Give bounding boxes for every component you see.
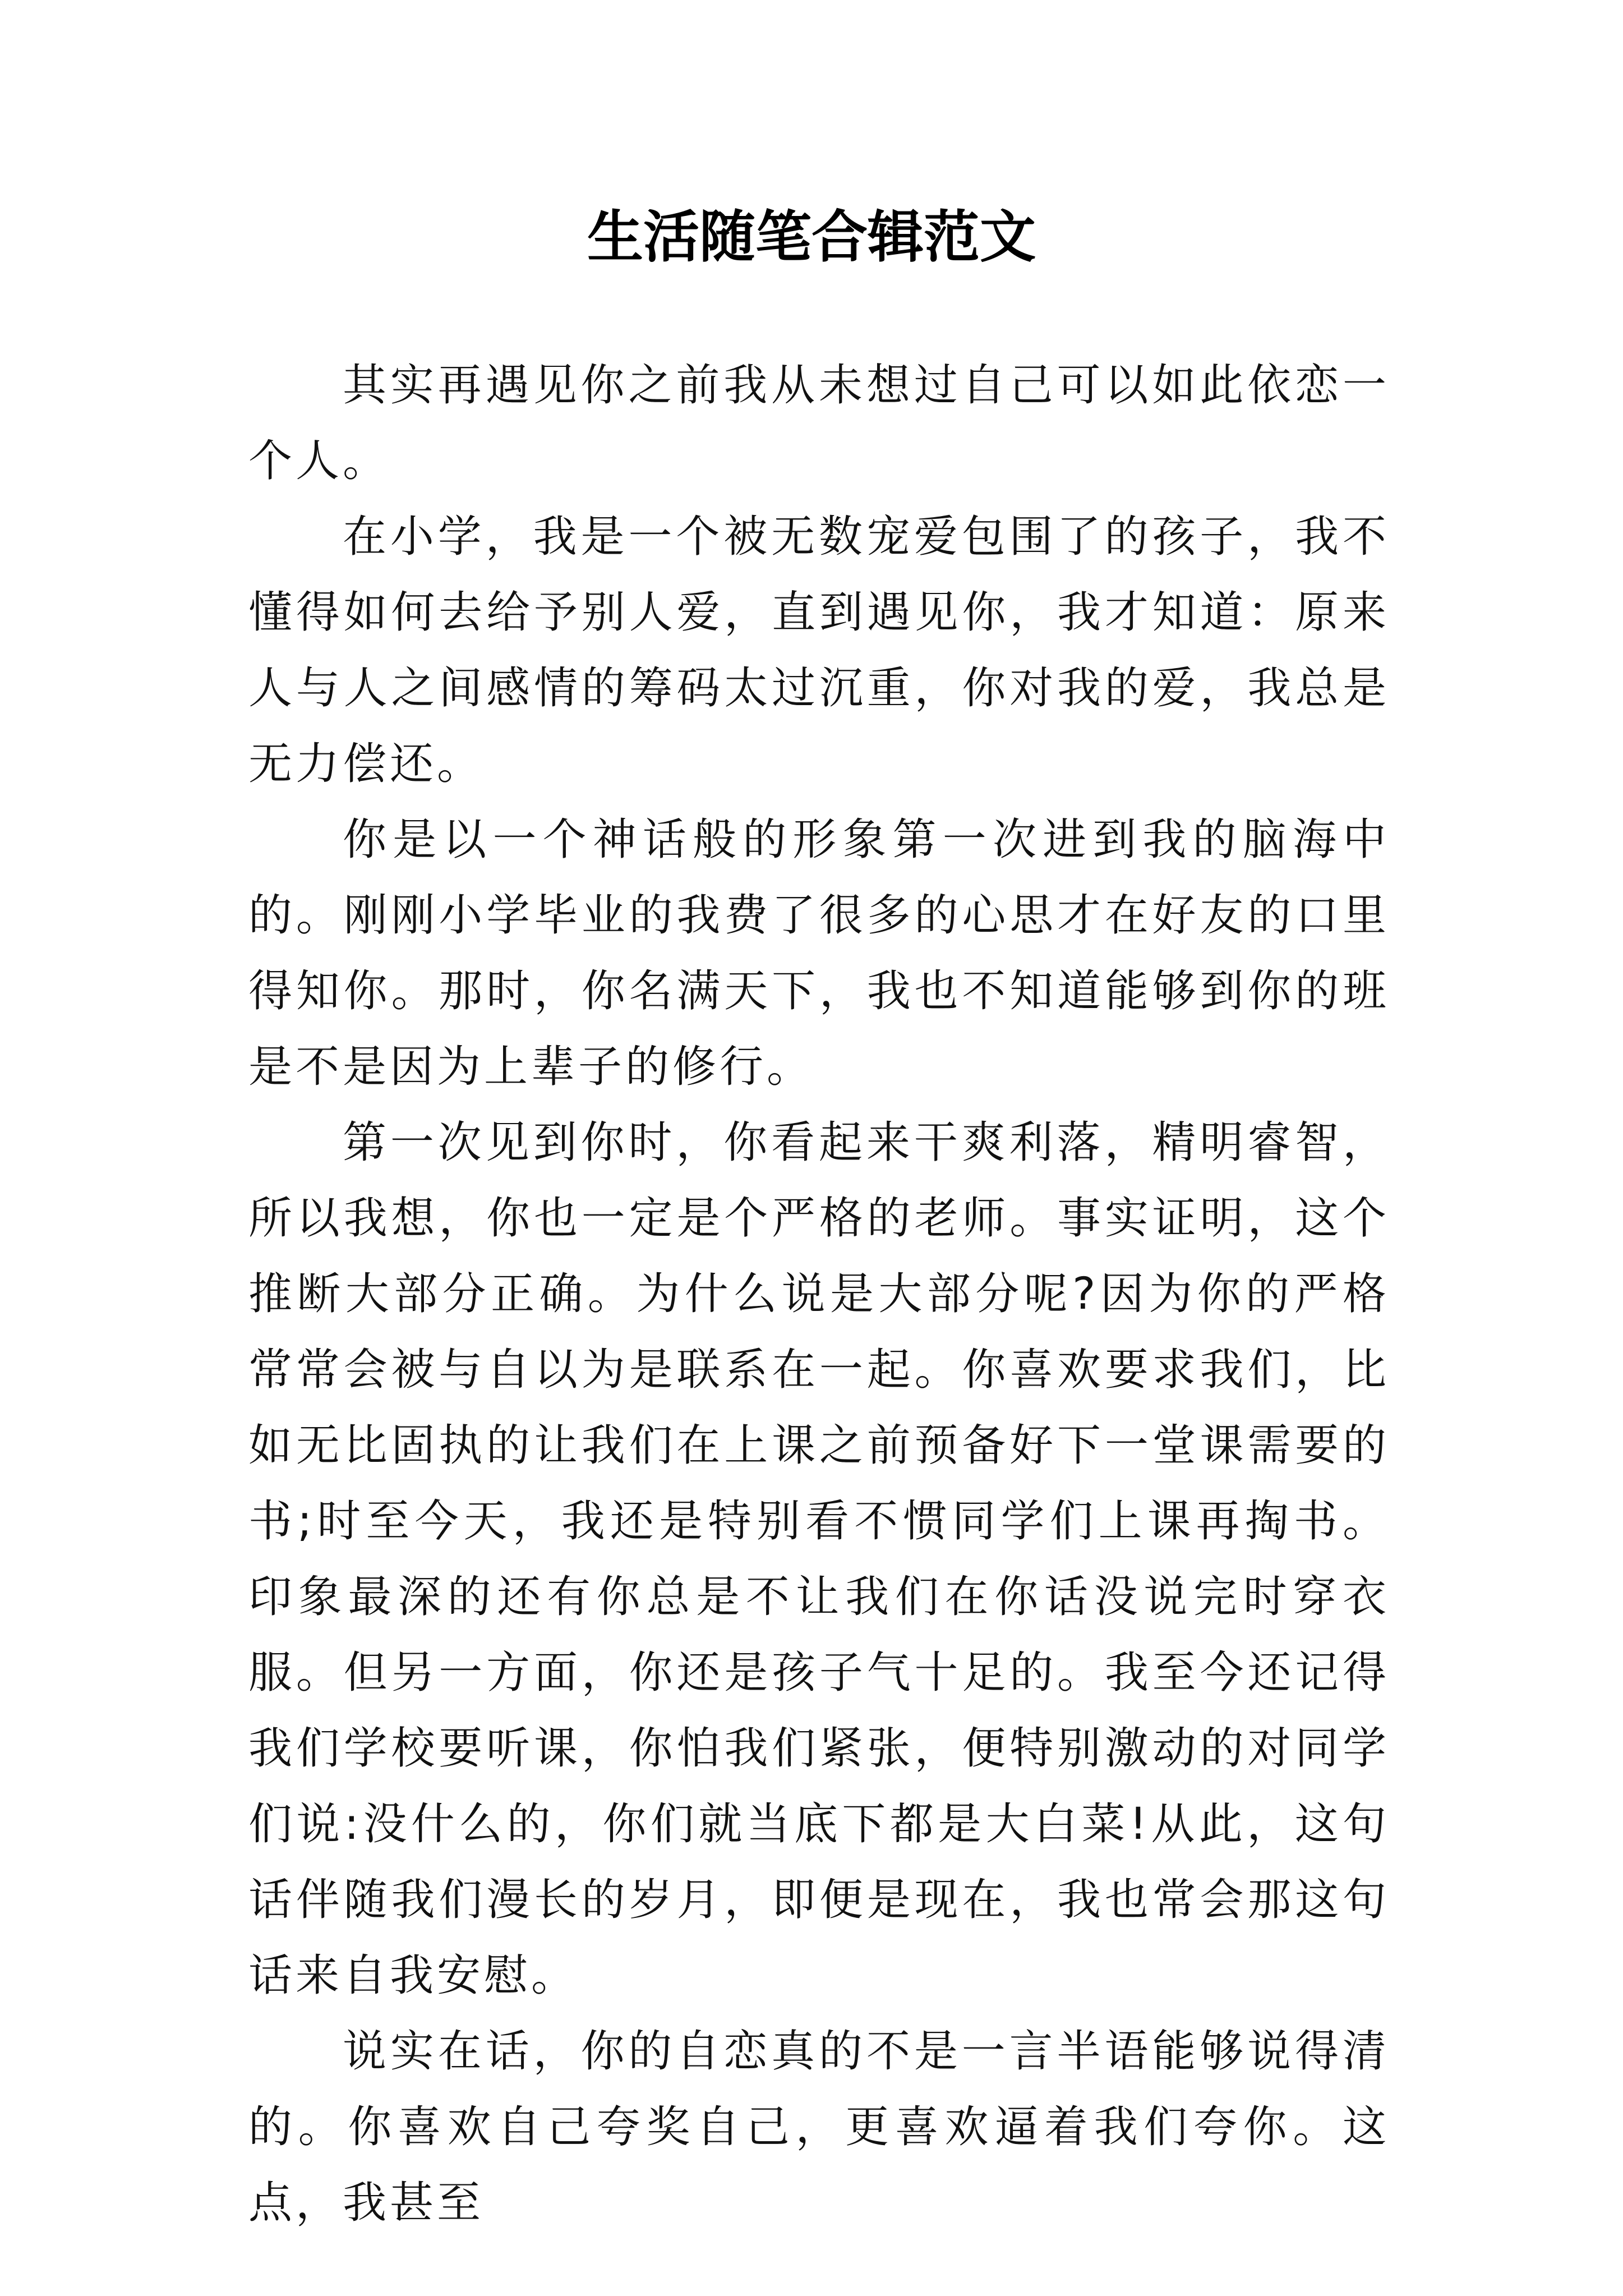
- paragraph: 在小学，我是一个被无数宠爱包围了的孩子，我不懂得如何去给予别人爱，直到遇见你，我才知道：原来人与人之间感情的筹码太过沉重，你对我的爱，我总是无力偿还。: [248, 512, 1390, 789]
- document-body: [248, 348, 1390, 2241]
- paragraph: 说实在话，你的自恋真的不是一言半语能够说得清的。你喜欢自己夸奖自己，更喜欢逼着我们夸你。这点，我甚至: [248, 2026, 1390, 2228]
- paragraph: 你是以一个神话般的形象第一次进到我的脑海中的。刚刚小学毕业的我费了很多的心思才在好友的口里得知你。那时，你名满天下，我也不知道能够到你的班是不是因为上辈子的修行。: [248, 815, 1390, 1092]
- paragraph: 第一次见到你时，你看起来干爽利落，精明睿智，所以我想，你也一定是个严格的老师。事实证明，这个推断大部分正确。为什么说是大部分呢?因为你的严格常常会被与自以为是联系在一起。你喜欢要求我们，比如无比固执的让我们在上课之前预备好下一堂课需要的书;时至今天，我还是特别看不惯同学们上课再掏书。印象最深的还有你总是不让我们在你话没说完时穿衣服。但另一方面，你还是孩子气十足的。我至今还记得我们学校要听课，你怕我们紧张，便特别激动的对同学们说:没什么的，你们就当底下都是大白菜!从此，这句话伴随我们漫长的岁月，即便是现在，我也常会那这句话来自我安慰。: [248, 1117, 1390, 2001]
- document-title: 生活随笔合辑范文: [587, 204, 1036, 270]
- paragraph: 其实再遇见你之前我从未想过自己可以如此依恋一个人。: [248, 360, 1390, 486]
